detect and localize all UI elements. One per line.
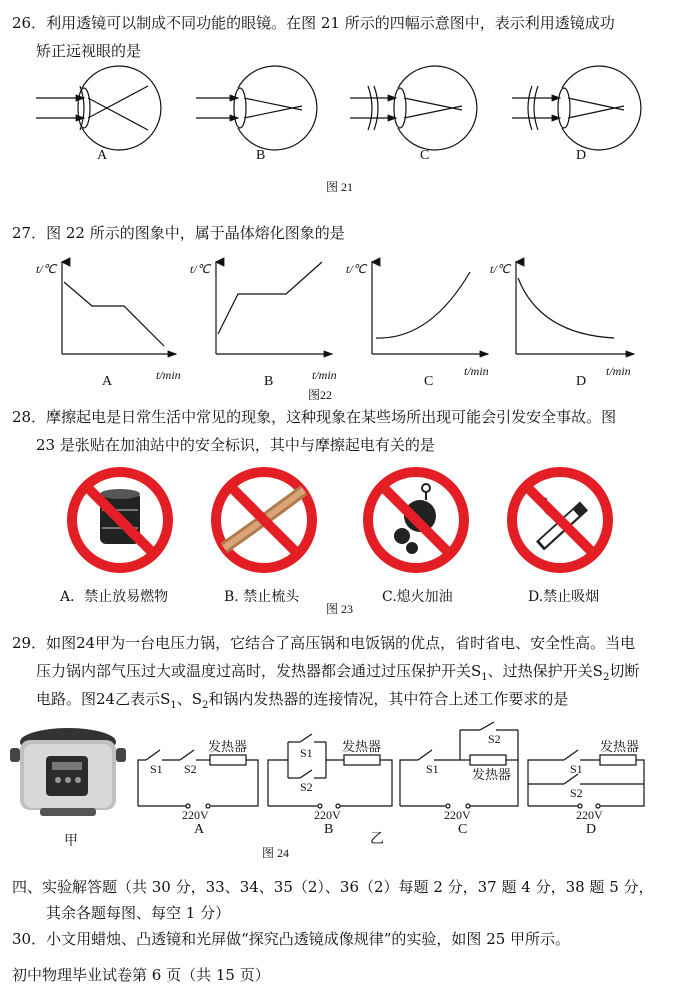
- graph-b-xlabel: t/min: [312, 368, 337, 382]
- sign-d-label: D.禁止吸烟: [528, 589, 600, 605]
- circuit-a: [138, 750, 258, 808]
- sign-a-no-flammables: [72, 472, 168, 568]
- circuit-a-s1-label: S1: [150, 762, 163, 776]
- sign-b-label: B. 禁止梳头: [224, 589, 300, 605]
- circuit-b-s1-label: S1: [300, 746, 313, 760]
- eye-diagram-a: [36, 66, 161, 150]
- q27-graph-c: [372, 262, 488, 354]
- q26-stem-line2: 矫正远视眼的是: [36, 42, 142, 60]
- q26-label-c: C: [420, 148, 430, 163]
- eye-diagram-c: [350, 66, 477, 150]
- q29-stem-line3: 电路。图24乙表示$S_1$、$S_2$和锅内发热器的连接情况，其中符合上述工作要求的是: [36, 690, 569, 711]
- q27-graph-b: [216, 262, 332, 354]
- circuit-a-heater-label: 发热器: [208, 739, 248, 754]
- eye-diagram-b: [196, 66, 317, 150]
- graph-b-ylabel: t/℃: [190, 262, 211, 276]
- circuit-d-heater-label: 发热器: [600, 739, 640, 754]
- circuit-label-a: A: [194, 822, 205, 837]
- circuits-label-yi: 乙: [370, 832, 384, 847]
- page-footer: 初中物理毕业试卷第 6 页（共 15 页）: [12, 966, 270, 984]
- circuit-d: [528, 750, 644, 808]
- q27-label-d: D: [576, 374, 587, 389]
- circuit-b-s2-label: S2: [300, 780, 313, 794]
- q26-label-b: B: [256, 148, 266, 163]
- figure-23-caption: 图 23: [326, 602, 354, 616]
- graph-c-xlabel: t/min: [464, 364, 489, 378]
- sign-b-no-combing: [216, 472, 312, 568]
- graph-d-ylabel: t/℃: [490, 262, 511, 276]
- eye-diagram-d: [512, 66, 641, 150]
- graph-d-xlabel: t/min: [606, 364, 631, 378]
- circuit-c-voltage: 220V: [444, 808, 471, 822]
- graph-a-xlabel: t/min: [156, 368, 181, 382]
- section-4-heading-line2: 其余各题每图、每空 1 分）: [46, 904, 231, 922]
- circuit-b-heater-label: 发热器: [342, 739, 382, 754]
- sign-d-no-smoking: [512, 472, 608, 568]
- pressure-cooker-image: [10, 728, 126, 816]
- q27-label-c: C: [424, 374, 434, 389]
- q29-stem-line2: 压力锅内部气压过大或温度过高时，发热器都会通过过压保护开关$S_1$、过热保护开关$S_2$切断: [36, 662, 640, 683]
- circuit-d-voltage: 220V: [576, 808, 603, 822]
- q26-label-a: A: [97, 148, 108, 163]
- graph-c-ylabel: t/℃: [346, 262, 367, 276]
- q28-stem-line1: 28．摩擦起电是日常生活中常见的现象，这种现象在某些场所出现可能会引发安全事故。图: [12, 408, 617, 426]
- sign-a-label: A．禁止放易燃物: [60, 589, 169, 605]
- q27-graph-a: [62, 262, 176, 354]
- q27-label-a: A: [102, 374, 113, 389]
- circuit-label-c: C: [458, 822, 468, 837]
- circuit-b-voltage: 220V: [314, 808, 341, 822]
- q26-stem-line1: 26．利用透镜可以制成不同功能的眼镜。在图 21 所示的四幅示意图中，表示利用透镜成功: [12, 14, 615, 32]
- circuit-label-d: D: [586, 822, 597, 837]
- sign-c-engine-off: [368, 472, 464, 568]
- circuit-c-s2-label: S2: [488, 732, 501, 746]
- circuit-a-s2-label: S2: [184, 762, 197, 776]
- q30-stem: 30．小文用蜡烛、凸透镜和光屏做“探究凸透镜成像规律”的实验，如图 25 甲所示。: [12, 930, 571, 948]
- circuit-d-s2-label: S2: [570, 786, 583, 800]
- circuit-c-s1-label: S1: [426, 762, 439, 776]
- circuit-a-voltage: 220V: [182, 808, 209, 822]
- section-4-heading-line1: 四、实验解答题（共 30 分，33、34、35（2）、36（2）每题 2 分，37 题 4 分，38 题 5 分，: [12, 878, 654, 896]
- graph-a-ylabel: t/℃: [36, 262, 57, 276]
- circuit-c-heater-label: 发热器: [472, 767, 512, 782]
- figure-24-caption: 图 24: [262, 846, 290, 860]
- q29-stem-line1: 29．如图24甲为一台电压力锅，它结合了高压锅和电饭锅的优点，省时省电、安全性高。当电: [12, 634, 636, 652]
- cooker-label-jia: 甲: [64, 834, 78, 849]
- circuit-label-b: B: [324, 822, 334, 837]
- q27-label-b: B: [264, 374, 274, 389]
- q26-label-d: D: [576, 148, 587, 163]
- circuit-d-s1-label: S1: [570, 762, 583, 776]
- figure-21-caption: 图 21: [326, 180, 354, 194]
- figure-22-caption: 图22: [308, 388, 333, 402]
- q27-graph-d: [516, 262, 634, 354]
- q28-stem-line2: 23 是张贴在加油站中的安全标识，其中与摩擦起电有关的是: [36, 436, 435, 454]
- sign-c-label: C.熄火加油: [382, 589, 453, 605]
- q27-stem: 27．图 22 所示的图象中，属于晶体熔化图象的是: [12, 224, 345, 242]
